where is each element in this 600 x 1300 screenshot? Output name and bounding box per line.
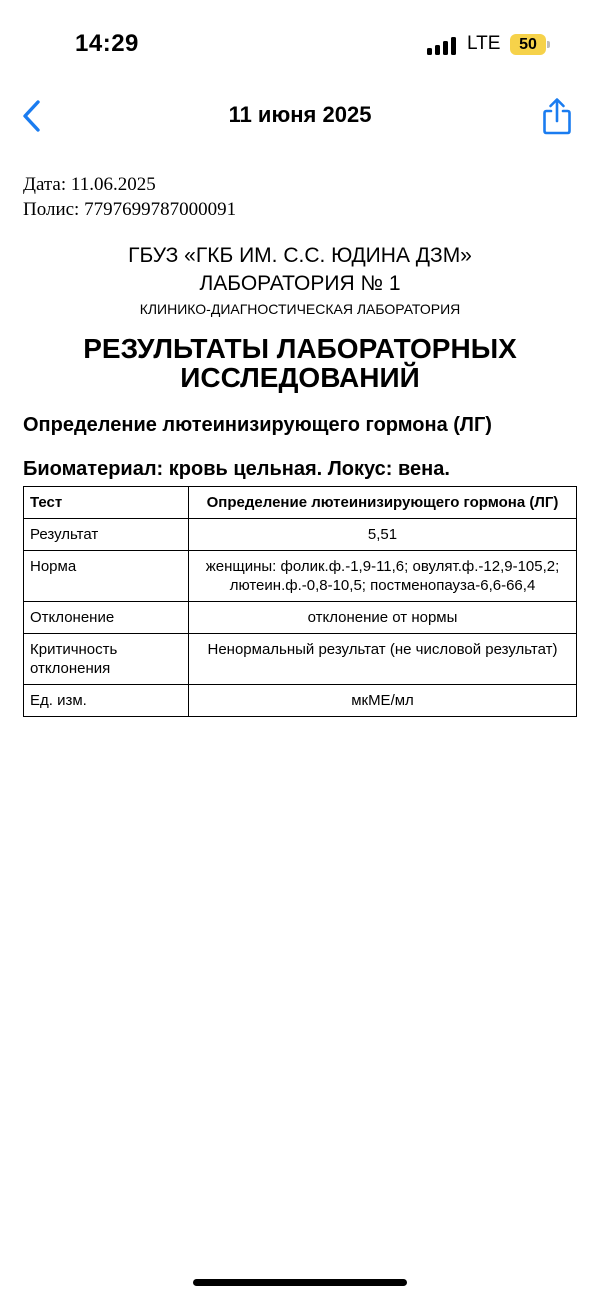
report-title: РЕЗУЛЬТАТЫ ЛАБОРАТОРНЫХ ИССЛЕДОВАНИЙ [83, 333, 517, 393]
row-label: Норма [24, 551, 189, 602]
row-label: Тест [24, 487, 189, 519]
biomaterial-line: Биоматериал: кровь цельная. Локус: вена. [23, 458, 450, 480]
network-label: LTE [467, 33, 501, 54]
report-date: Дата: 11.06.2025 [23, 174, 156, 195]
battery-cap [547, 41, 550, 48]
battery-level: 50 [510, 34, 546, 55]
battery-icon [510, 34, 550, 55]
institution-name: ГБУЗ «ГКБ ИМ. С.С. ЮДИНА ДЗМ» [128, 244, 472, 267]
table-row [24, 634, 577, 685]
share-button[interactable] [540, 96, 574, 136]
row-value: Ненормальный результат (не числовой результат) [189, 634, 577, 685]
row-value: мкМЕ/мл [189, 685, 577, 717]
table-row [24, 487, 577, 519]
laboratory-type: КЛИНИКО-ДИАГНОСТИЧЕСКАЯ ЛАБОРАТОРИЯ [139, 301, 461, 317]
policy-number: Полис: 7797699787000091 [23, 199, 237, 220]
status-time: 14:29 [75, 30, 139, 57]
row-value: 5,51 [189, 519, 577, 551]
row-value: отклонение от нормы [189, 602, 577, 634]
test-name: Определение лютеинизирующего гормона (ЛГ) [23, 414, 492, 436]
row-value: Определение лютеинизирующего гормона (ЛГ) [189, 487, 577, 519]
navigation-bar [0, 90, 600, 142]
page-title: 11 июня 2025 [228, 102, 372, 127]
status-bar [0, 0, 600, 90]
row-label: Критичность отклонения [24, 634, 189, 685]
row-value: женщины: фолик.ф.-1,9-11,6; овулят.ф.-12,9-105,2; лютеин.ф.-0,8-10,5; постменопауза-6,6-66,4 [189, 551, 577, 602]
share-icon [540, 96, 574, 136]
home-indicator[interactable] [193, 1279, 407, 1286]
lab-report-document [23, 172, 577, 717]
table-row [24, 551, 577, 602]
institution-header [23, 242, 577, 318]
table-row [24, 602, 577, 634]
signal-icon [427, 35, 459, 55]
row-label: Результат [24, 519, 189, 551]
laboratory-name: ЛАБОРАТОРИЯ № 1 [199, 272, 401, 295]
table-row [24, 519, 577, 551]
row-label: Ед. изм. [24, 685, 189, 717]
table-row [24, 685, 577, 717]
results-table [23, 486, 577, 717]
row-label: Отклонение [24, 602, 189, 634]
